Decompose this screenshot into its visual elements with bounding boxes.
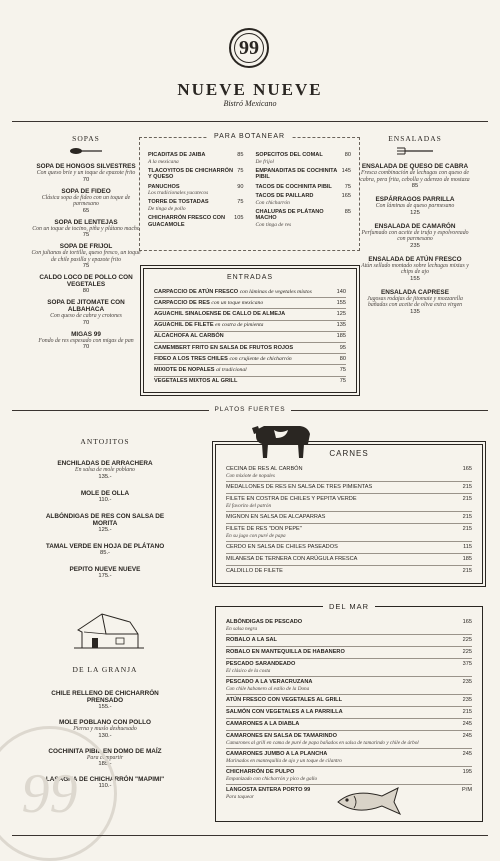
item-name-text: MIXIOTE DE NOPALES xyxy=(154,366,215,373)
item-name xyxy=(226,661,295,668)
brand-subtitle: Bistró Mexicano xyxy=(223,99,277,108)
brand-logo xyxy=(229,28,269,68)
item-price: 165 xyxy=(462,619,472,625)
ensalada-item xyxy=(360,289,470,316)
item-price: 215 xyxy=(462,514,472,520)
item-extra: en costra de pimienta xyxy=(215,322,264,329)
item-price: 215 xyxy=(462,568,472,574)
item-price: 215 xyxy=(462,484,472,490)
item-name-text: CERDO EN SALSA DE CHILES PASEADOS xyxy=(226,544,338,550)
entrada-item xyxy=(154,309,346,320)
item-name xyxy=(154,367,247,374)
ensalada-item xyxy=(360,163,470,190)
item-description: En su jugo con puré de papa xyxy=(226,533,286,539)
item-name: TAMAL VERDE EN HOJA DE PLÁTANO xyxy=(45,542,165,550)
antojito-item xyxy=(45,566,165,580)
item-name-text: CHICHARRÓN DE PULPO xyxy=(226,769,295,775)
item-extra: con un toque mexicano xyxy=(211,299,264,306)
item-price: 185 xyxy=(336,333,346,340)
sopa-item xyxy=(30,331,142,352)
mar-item xyxy=(226,635,472,647)
item-name-text: CAMARONES A LA DIABLA xyxy=(226,721,300,727)
item-name: CALDO LOCO DE POLLO CON VEGETALES xyxy=(39,274,133,288)
item-name: ENSALADA DE ATÚN FRESCO xyxy=(368,255,462,263)
carnes-box xyxy=(215,444,483,584)
item-price: 145 xyxy=(341,167,351,174)
item-name: EMPANADITAS DE COCHINITA PIBIL xyxy=(255,167,338,181)
item-name xyxy=(226,679,312,686)
item-name-text: MILANESA DE TERNERA CON ARÚGULA FRESCA xyxy=(226,556,358,562)
mar-item xyxy=(226,617,472,635)
mar-item xyxy=(226,695,472,707)
item-price: 235 xyxy=(462,679,472,685)
item-name xyxy=(154,311,285,318)
item-name-text: VEGETALES MIXTOS AL GRILL xyxy=(154,378,238,385)
item-description: Con mixiote de nopales xyxy=(226,473,275,479)
item-name: CHILE RELLENO DE CHICHARRÓN PRENSADO xyxy=(51,690,159,704)
item-price: 75 xyxy=(237,199,244,206)
item-price: 75 xyxy=(82,263,90,269)
carne-item xyxy=(226,482,472,494)
item-price: 135.- xyxy=(98,473,112,480)
item-price: 155 xyxy=(336,299,346,306)
item-name: PEPITO NUEVE NUEVE xyxy=(69,565,141,573)
item-price: 215 xyxy=(462,496,472,502)
item-name: ENCHILADAS DE ARRACHERA xyxy=(57,460,153,467)
item-name xyxy=(226,619,302,626)
item-description: Los tradicionales yucatecos xyxy=(148,190,209,197)
carne-item xyxy=(226,566,472,577)
botanear-box xyxy=(139,133,360,251)
item-name xyxy=(226,721,299,728)
botanear-item xyxy=(148,184,244,197)
item-price: 195 xyxy=(462,769,472,775)
footer-divider xyxy=(12,835,488,836)
mar-item xyxy=(226,749,472,767)
mar-item xyxy=(226,647,472,659)
item-name: SOPA DE FIDEO xyxy=(61,187,111,195)
item-description: El clásico de la costa xyxy=(226,668,271,674)
item-name xyxy=(226,568,283,575)
item-price: 130.- xyxy=(98,732,112,739)
item-name: ENSALADA CAPRESE xyxy=(381,288,449,296)
entrada-item xyxy=(154,321,346,332)
item-name xyxy=(226,637,277,644)
item-description: Empanizado con chicharrón y pico de gallo xyxy=(226,776,318,782)
item-name xyxy=(154,378,237,385)
antojito-item xyxy=(45,543,165,557)
item-name: ENSALADA DE CAMARÓN xyxy=(374,222,456,230)
sopas-title: SOPAS xyxy=(72,134,100,143)
entrada-item xyxy=(154,287,346,298)
item-name xyxy=(154,356,292,363)
item-price: 85 xyxy=(411,183,419,189)
item-name: ESPÁRRAGOS PARRILLA xyxy=(375,196,455,203)
botanear-item xyxy=(256,152,352,165)
item-name-text: CAMARONES EN SALSA DE TAMARINDO xyxy=(226,733,337,739)
item-name: LASAGNA DE CHICHARRÓN "MAPIMI" xyxy=(45,776,165,783)
header-divider xyxy=(12,121,488,122)
botanear-item xyxy=(148,168,244,181)
item-price: 185 xyxy=(462,556,472,562)
entradas-box xyxy=(143,268,357,393)
item-price: 95 xyxy=(339,344,346,351)
item-price: 75 xyxy=(339,366,346,373)
item-price: 75 xyxy=(82,232,90,238)
item-price: 235 xyxy=(410,242,420,249)
item-price: 65 xyxy=(82,207,90,214)
item-name xyxy=(226,514,325,521)
item-name-text: AGUACHIL SINALOENSE DE CALLO DE ALMEJA xyxy=(154,310,286,317)
item-description: Con chile habanero al estilo de la Dona xyxy=(226,686,310,692)
item-name: MOLE POBLANO CON POLLO xyxy=(59,719,151,726)
mar-item xyxy=(226,707,472,719)
item-name xyxy=(154,322,263,329)
item-name-text: MIGNON EN SALSA DE ALCAPARRAS xyxy=(226,514,326,520)
item-name xyxy=(226,787,310,794)
antojitos-title: ANTOJITOS xyxy=(80,437,130,446)
item-description: De frijol xyxy=(255,158,274,165)
antojito-item xyxy=(45,490,165,504)
fork-icon xyxy=(395,146,435,156)
botanear-item xyxy=(148,152,244,165)
item-price: 235 xyxy=(462,697,472,703)
item-extra: al tradicional xyxy=(216,366,247,373)
item-description: Marinados en mantequilla de ajo y un toque de cilantro xyxy=(226,758,342,764)
item-name: SOPA DE JITOMATE CON ALBAHACA xyxy=(47,299,125,313)
item-name-text: FIDEO A LOS TRES CHILES xyxy=(154,355,228,362)
item-name-text: ROBALO A LA SAL xyxy=(226,637,277,643)
entrada-item xyxy=(154,332,346,343)
botanear-item xyxy=(256,209,352,228)
item-name-text: MEDALLONES DE RES EN SALSA DE TRES PIMIENTAS xyxy=(226,484,373,490)
item-price: 215 xyxy=(462,526,472,532)
watermark-text: 99 xyxy=(21,762,78,825)
sopa-item xyxy=(30,243,142,270)
mar-title: DEL MAR xyxy=(323,602,375,611)
entrada-item xyxy=(154,365,346,376)
item-description: Pierna y muslo deshuesado xyxy=(73,726,137,732)
item-price: 375 xyxy=(462,661,472,667)
item-description: A la mexicana xyxy=(148,158,179,165)
item-description: Fondo de res espesado con migas de pan xyxy=(38,337,134,344)
item-name: MIGAS 99 xyxy=(71,330,101,338)
logo-text: 99 xyxy=(239,36,259,59)
item-name-text: CECINA DE RES AL CARBÓN xyxy=(226,466,303,472)
item-description: De tinga de pollo xyxy=(148,205,186,212)
item-price: 75 xyxy=(344,183,351,190)
ensaladas-title: ENSALADAS xyxy=(388,134,442,143)
item-price: 105 xyxy=(234,215,244,222)
item-name: ALBÓNDIGAS DE RES CON SALSA DE MORITA xyxy=(45,512,165,527)
entradas-title: ENTRADAS xyxy=(221,274,279,281)
item-price: P/M xyxy=(462,787,472,793)
item-name: TLACOYITOS DE CHICHARRÓN Y QUESO xyxy=(148,167,234,181)
item-price: 155 xyxy=(410,275,420,282)
item-price: 140 xyxy=(336,288,346,295)
carne-item xyxy=(226,524,472,542)
item-price: 135 xyxy=(336,322,346,329)
item-price: 215 xyxy=(462,709,472,715)
item-name-text: ATÚN FRESCO CON VEGETALES AL GRILL xyxy=(226,697,343,703)
carnes-title: CARNES xyxy=(323,449,374,458)
item-price: 80 xyxy=(344,152,351,158)
item-price: 110.- xyxy=(98,783,112,789)
item-name: TACOS DE COCHINITA PIBIL xyxy=(255,183,332,190)
granja-item xyxy=(45,690,165,711)
item-price: 110.- xyxy=(98,496,112,503)
item-price: 115 xyxy=(463,544,472,550)
sopas-column xyxy=(30,134,142,355)
ensaladas-column xyxy=(360,134,470,322)
item-description: Con un toque de tocino, piña y plátano macho xyxy=(32,225,140,232)
item-name-text: ALBÓNDIGAS DE PESCADO xyxy=(226,619,303,625)
item-name: CHALUPAS DE PLÁTANO MACHO xyxy=(255,208,324,222)
item-name: TORRE DE TOSTADAS xyxy=(148,199,209,206)
item-price: 70 xyxy=(82,176,90,183)
item-name-text: CAMARONES JUMBO A LA PLANCHA xyxy=(226,751,328,757)
item-extra: con crujiente de chicharrón xyxy=(229,355,292,362)
item-price: 165 xyxy=(462,466,472,472)
item-name-text: FILETE DE RES "DON PEPE" xyxy=(226,526,302,532)
item-name-text: AGUACHIL DE FILETE xyxy=(154,322,214,329)
botanear-title: PARA BOTANEAR xyxy=(208,133,291,140)
item-price: 125 xyxy=(336,310,346,317)
item-name xyxy=(226,526,302,533)
carne-item xyxy=(226,512,472,524)
item-name-text: LANGOSTA ENTERA PORTO 99 xyxy=(226,787,311,793)
botanear-item xyxy=(148,215,244,228)
item-price: 245 xyxy=(462,751,472,757)
item-name: SOPA DE HONGOS SILVESTRES xyxy=(36,163,136,170)
antojitos-column xyxy=(45,437,165,589)
item-description: Atún sellado montado sobre lechugas mixtas y chips de ajo xyxy=(361,262,469,275)
item-price: 225 xyxy=(462,649,472,655)
item-price: 70 xyxy=(82,319,90,326)
item-name: TACOS DE PAILLARD xyxy=(255,193,314,200)
item-description: En salsa negra xyxy=(226,626,258,632)
item-description: El favorito del patrón xyxy=(226,503,272,509)
item-name-text: CAMEMBERT FRITO EN SALSA DE FRUTOS ROJOS xyxy=(154,344,294,351)
carne-item xyxy=(226,464,472,482)
spoon-icon xyxy=(68,146,104,156)
item-description: Perfumado con aceite de trufa y espolvoreado con parmesano xyxy=(361,229,469,242)
item-name: SOPA DE FRIJOL xyxy=(59,243,113,250)
item-description: Con láminas de queso parmesano xyxy=(375,203,455,209)
item-name-text: ALCACHOFA AL CARBÓN xyxy=(154,333,224,340)
item-name: ENSALADA DE QUESO DE CABRA xyxy=(361,163,469,170)
item-price: 135 xyxy=(410,308,420,315)
item-description: Con tinga de res xyxy=(255,221,292,228)
carne-item xyxy=(226,554,472,566)
item-name xyxy=(226,697,342,704)
platos-fuertes-title: PLATOS FUERTES xyxy=(209,406,290,413)
item-name xyxy=(226,751,342,758)
item-price: 70 xyxy=(82,344,90,350)
item-name xyxy=(226,709,343,716)
item-description: Para compartir xyxy=(86,754,124,761)
item-name: PICADITAS DE JAIBA xyxy=(148,152,206,158)
item-name: CHICHARRÓN FRESCO CON GUACAMOLE xyxy=(148,215,226,228)
carne-item xyxy=(226,494,472,512)
item-name-text: CARPACCIO DE ATÚN FRESCO xyxy=(154,288,239,295)
item-name: PANUCHOS xyxy=(148,183,180,190)
item-name: SOPECITOS DEL COMAL xyxy=(255,152,323,158)
farmhouse-icon xyxy=(72,608,146,652)
item-name xyxy=(226,484,372,491)
ensalada-item xyxy=(360,223,470,250)
item-description: En salsa de mole poblano xyxy=(75,467,135,473)
entrada-item xyxy=(154,377,346,387)
brand-name: NUEVE NUEVE xyxy=(177,80,323,99)
item-name xyxy=(154,300,263,307)
mar-item xyxy=(226,767,472,785)
item-name xyxy=(226,769,317,776)
botanear-item xyxy=(256,168,352,181)
fish-icon xyxy=(334,784,408,818)
botanear-item xyxy=(256,193,352,206)
entrada-item xyxy=(154,298,346,309)
sopa-item xyxy=(30,188,142,215)
ensalada-item xyxy=(360,256,470,283)
item-name xyxy=(226,496,357,503)
item-price: 125.- xyxy=(98,526,112,533)
mar-item xyxy=(226,719,472,731)
item-description: Para taquear xyxy=(226,794,254,800)
item-name-text: CARPACCIO DE RES xyxy=(154,299,210,306)
entrada-item xyxy=(154,354,346,365)
item-description: Con queso de cabra y crotones xyxy=(50,313,122,319)
item-price: 85 xyxy=(237,152,244,158)
botanear-item xyxy=(256,184,352,191)
item-description: Con julianas de tortilla, queso fresco, un toque de chile pasilla y epazote frito xyxy=(31,250,141,263)
sopa-item xyxy=(30,163,142,184)
mar-item xyxy=(226,659,472,677)
ensalada-item xyxy=(360,196,470,217)
item-price: 80 xyxy=(339,355,346,362)
sopa-item xyxy=(30,219,142,240)
item-description: Camarones al grill en cama de puré de papa bañados en salsa de tamarindo y chile de árbol xyxy=(226,740,419,746)
item-name-text: FILETE EN COSTRA DE CHILES Y PEPITA VERDE xyxy=(226,496,357,502)
sopa-item xyxy=(30,299,142,327)
item-price: 155.- xyxy=(98,704,112,710)
item-description: Con queso brie y un toque de epazote frito xyxy=(36,170,136,176)
item-price: 90 xyxy=(237,183,244,190)
item-name-text: PESCADO A LA VERACRUZANA xyxy=(226,679,313,685)
item-name xyxy=(154,289,312,296)
item-name: MOLE DE OLLA xyxy=(80,489,130,497)
item-extra: con láminas de vegetales mixtos xyxy=(239,288,312,295)
item-price: 85 xyxy=(344,208,351,215)
item-name xyxy=(226,544,338,551)
mar-item xyxy=(226,677,472,695)
item-description: Fresca combinación de lechugas con queso de cabra, pera frita, cebolla y aderezo de mostaza xyxy=(360,170,470,183)
item-price: 245 xyxy=(462,733,472,739)
item-price: 125 xyxy=(410,209,420,216)
item-name xyxy=(226,649,345,656)
item-name: COCHINITA PIBIL EN DOMO DE MAÍZ xyxy=(48,747,162,755)
item-price: 80 xyxy=(82,288,90,294)
botanear-item xyxy=(148,199,244,212)
item-price: 245 xyxy=(462,721,472,727)
item-name-text: PESCADO SARANDEADO xyxy=(226,661,296,667)
item-name xyxy=(154,333,224,340)
item-price: 75 xyxy=(237,167,244,174)
antojito-item xyxy=(45,460,165,481)
item-name-text: ROBALO EN MANTEQUILLA DE HABANERO xyxy=(226,649,345,655)
item-price: 165 xyxy=(341,193,351,200)
item-price: 85.- xyxy=(100,549,110,556)
item-description: Jugosas rodajas de jitomate y mozzarella bañadas con aceite de oliva extra virgen xyxy=(367,295,463,308)
mar-item xyxy=(226,731,472,749)
carne-item xyxy=(226,542,472,554)
item-price: 225 xyxy=(462,637,472,643)
item-name xyxy=(154,345,293,352)
item-name: SOPA DE LENTEJAS xyxy=(54,218,118,226)
entrada-item xyxy=(154,343,346,354)
antojito-item xyxy=(45,513,165,534)
sopa-item xyxy=(30,274,142,295)
item-name-text: SALMÓN CON VEGETALES A LA PARRILLA xyxy=(226,709,343,715)
item-price: 75 xyxy=(339,378,346,385)
item-name-text: CALDILLO DE FILETE xyxy=(226,568,283,574)
item-description: Clásica sopa de fideo con un toque de parmesano xyxy=(41,194,131,207)
item-name xyxy=(226,466,303,473)
item-name xyxy=(226,733,419,740)
item-name xyxy=(226,556,357,563)
item-description: Con chicharrón xyxy=(255,199,290,206)
granja-title: DE LA GRANJA xyxy=(72,665,138,674)
item-price: 175.- xyxy=(98,572,112,579)
item-price: 185.- xyxy=(98,761,112,767)
